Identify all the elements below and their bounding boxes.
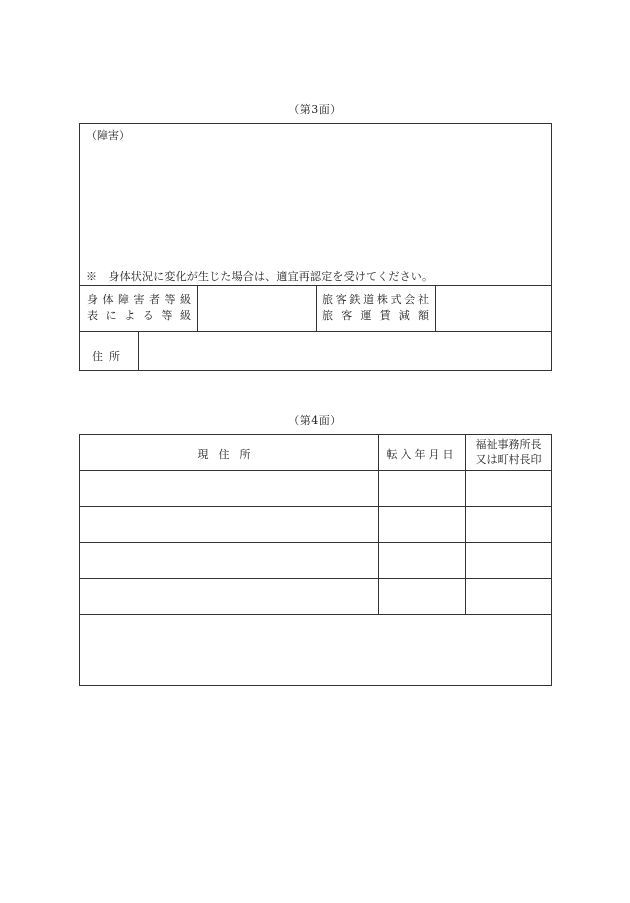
address-value [139, 332, 552, 371]
divider [316, 285, 317, 331]
railway-discount-label: 旅客鉄道株式会社 旅客運賃減額 [322, 293, 429, 322]
address-label: 住所 [92, 350, 126, 363]
page3-label: （第3面） [288, 103, 342, 116]
column-header-official-seal: 福祉事務所長 又は町村長印 [475, 438, 542, 466]
page3-form [79, 123, 552, 371]
disability-grade-value [198, 286, 315, 331]
column-header-move-in-date: 転入年月日 [386, 448, 457, 461]
column-header-current-address: 現住所 [197, 448, 261, 461]
table-row [80, 471, 551, 506]
page4-label: （第4面） [288, 414, 342, 427]
railway-discount-value [436, 286, 552, 331]
disability-label: （障害） [86, 129, 130, 142]
disability-grade-label: 身体障害者等級 表による等級 [87, 293, 191, 322]
table-row [80, 507, 551, 542]
page4-address-history-table [79, 434, 552, 686]
table-row [80, 543, 551, 578]
reassessment-note: ※ 身体状況に変化が生じた場合は、適宜再認定を受けてください。 [86, 270, 434, 283]
table-row [80, 579, 551, 614]
remarks-area [80, 615, 551, 685]
